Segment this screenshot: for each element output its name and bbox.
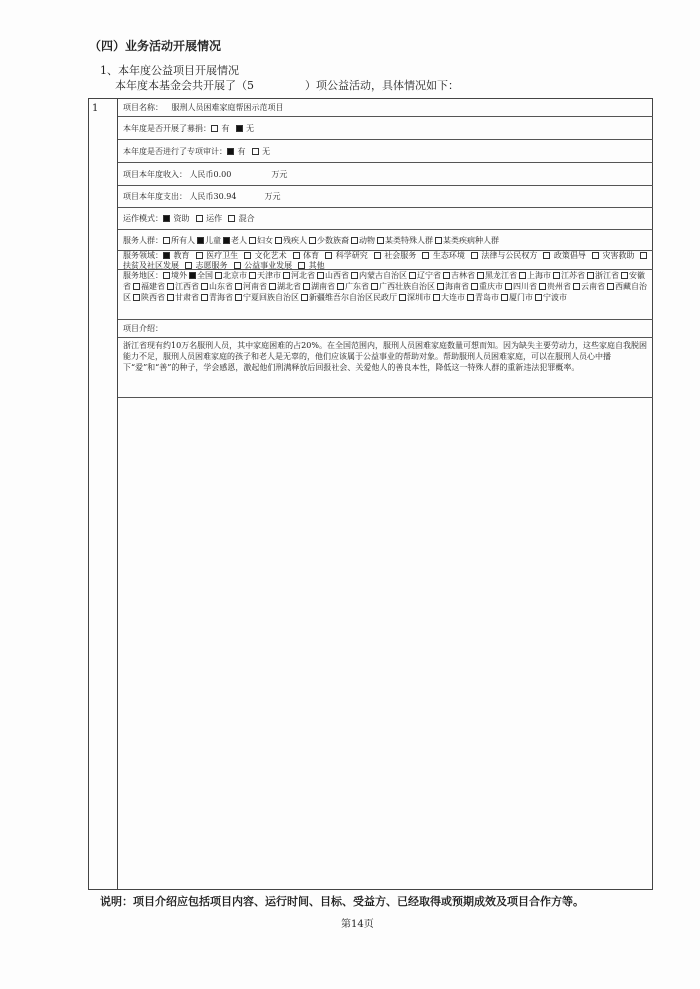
option-item — [234, 261, 293, 270]
option-item — [236, 124, 255, 133]
option-label: 某类疾病种人群 — [443, 236, 499, 245]
income-row — [118, 163, 653, 186]
checkbox-unchecked[interactable] — [293, 252, 300, 259]
option-item — [185, 261, 228, 270]
target-options — [163, 236, 501, 245]
mode-label: 运作模式： — [123, 214, 163, 223]
option-label: 海南省 — [445, 282, 469, 291]
checkbox-unchecked[interactable] — [249, 237, 256, 244]
option-label: 某类特殊人群 — [385, 236, 433, 245]
option-label: 运作 — [203, 214, 223, 223]
option-label: 安徽省 — [123, 271, 645, 291]
income-label: 项目本年度收入： — [123, 170, 187, 179]
checkbox-unchecked[interactable] — [252, 148, 259, 155]
option-item — [298, 261, 325, 270]
option-item — [167, 282, 199, 291]
checkbox-unchecked[interactable] — [228, 215, 235, 222]
audit-row — [118, 140, 653, 163]
option-label: 有 — [219, 124, 230, 133]
option-label: 公益事业发展 — [241, 260, 293, 270]
option-label: 法律与公民权方 — [478, 251, 538, 260]
checkbox-unchecked[interactable] — [433, 294, 440, 301]
checkbox-unchecked[interactable] — [298, 262, 305, 269]
checkbox-unchecked[interactable] — [196, 252, 203, 259]
checkbox-unchecked[interactable] — [377, 237, 384, 244]
option-label: 全国 — [197, 271, 213, 280]
option-item — [371, 282, 435, 291]
summary-before: 本年度本基金会共开展了（ — [115, 79, 247, 92]
checkbox-unchecked[interactable] — [167, 294, 174, 301]
option-label: 有 — [235, 147, 246, 156]
option-label: 江西省 — [175, 282, 199, 291]
checkbox-unchecked[interactable] — [133, 294, 140, 301]
option-item — [443, 271, 475, 280]
checkbox-unchecked[interactable] — [163, 272, 170, 279]
summary-after: ）项公益活动，具体情况如下： — [305, 79, 459, 92]
option-label: 无 — [243, 124, 255, 133]
option-label: 少数族裔 — [317, 236, 349, 245]
checkbox-unchecked[interactable] — [196, 215, 203, 222]
option-label: 资助 — [171, 214, 190, 223]
option-item — [201, 282, 233, 291]
section-title: （四）业务活动开展情况 — [89, 39, 222, 53]
option-item — [399, 293, 431, 302]
option-item — [422, 251, 465, 260]
checkbox-unchecked[interactable] — [269, 283, 276, 290]
option-label: 妇女 — [257, 236, 273, 245]
option-label: 老人 — [231, 236, 247, 245]
option-label: 山西省 — [325, 271, 349, 280]
field-label: 服务领域： — [123, 251, 163, 260]
option-label: 湖北省 — [277, 282, 301, 291]
option-label: 湖南省 — [311, 282, 335, 291]
option-label: 志愿服务 — [193, 260, 228, 270]
option-label: 科学研究 — [333, 251, 368, 260]
mode-row — [118, 208, 653, 230]
option-label: 北京市 — [223, 271, 247, 280]
target-row — [118, 230, 653, 251]
option-item — [163, 214, 190, 223]
option-item — [163, 271, 187, 280]
checkbox-unchecked[interactable] — [477, 272, 484, 279]
option-label: 山东省 — [209, 282, 233, 291]
option-label: 青海省 — [209, 293, 233, 302]
option-item — [309, 236, 349, 245]
intro-label-row — [118, 320, 653, 338]
checkbox-unchecked[interactable] — [215, 272, 222, 279]
project-name-row — [118, 98, 653, 117]
option-item — [409, 271, 441, 280]
checkbox-checked[interactable] — [223, 237, 230, 244]
option-label: 深圳市 — [407, 293, 431, 302]
option-item — [317, 271, 349, 280]
fundraise-row — [118, 117, 653, 140]
option-label: 广东省 — [345, 282, 369, 291]
checkbox-unchecked[interactable] — [553, 272, 560, 279]
audit-options — [227, 147, 276, 156]
intro-text[interactable]: 浙江省现有约10万名服刑人员，其中家庭困难的占20%。在全国范围内，服刑人员困难家庭数量可想而知。因为缺失主要劳动力，这些家庭自我脱困能力不足，服刑人员困难家庭的孩子和老人是无辜的，他们应该属于公益事业的帮助对象。帮助服刑人员困难家庭，可以在服刑人员心中播下“爱”和“善”的种子，学会感恩，激起他们刑满释放后回报社会、关爱他人的善良本性，降低这一特殊人群的重新违法犯罪概率。 — [123, 341, 647, 372]
checkbox-unchecked[interactable] — [309, 237, 316, 244]
checkbox-unchecked[interactable] — [471, 252, 478, 259]
option-label: 天津市 — [257, 271, 281, 280]
option-item — [351, 236, 375, 245]
field-row — [118, 251, 653, 270]
option-label: 医疗卫生 — [203, 251, 239, 260]
option-item — [133, 282, 165, 291]
intro-label: 项目介绍： — [123, 324, 163, 333]
checkbox-unchecked[interactable] — [437, 283, 444, 290]
expense-unit: 万元 — [264, 192, 281, 201]
checkbox-unchecked[interactable] — [211, 125, 218, 132]
checkbox-unchecked[interactable] — [244, 252, 251, 259]
option-item — [553, 271, 585, 280]
summary-line — [115, 77, 459, 93]
option-label: 其他 — [306, 260, 325, 270]
expense-label: 项目本年度支出： — [123, 192, 187, 201]
option-item — [197, 236, 221, 245]
checkbox-unchecked[interactable] — [234, 262, 241, 269]
checkbox-checked[interactable] — [197, 237, 204, 244]
option-label: 扶贫及社区发展 — [123, 260, 179, 270]
checkbox-unchecked[interactable] — [283, 272, 290, 279]
option-item — [227, 147, 246, 156]
mode-options — [163, 214, 261, 223]
checkbox-unchecked[interactable] — [640, 252, 647, 259]
checkbox-unchecked[interactable] — [185, 262, 192, 269]
option-label: 陕西省 — [141, 293, 165, 302]
fundraise-label: 本年度是否开展了募捐： — [123, 124, 211, 133]
region-options — [123, 271, 647, 302]
checkbox-unchecked[interactable] — [337, 283, 344, 290]
option-label: 文化艺术 — [252, 251, 287, 260]
option-item — [433, 293, 465, 302]
page-number: 第14页 — [341, 919, 374, 930]
checkbox-unchecked[interactable] — [543, 252, 550, 259]
option-item — [301, 293, 397, 302]
option-label: 混合 — [236, 214, 255, 223]
checkbox-unchecked[interactable] — [201, 294, 208, 301]
checkbox-unchecked[interactable] — [587, 272, 594, 279]
option-label: 四川省 — [513, 282, 537, 291]
option-label: 青岛市 — [475, 293, 499, 302]
checkbox-unchecked[interactable] — [535, 294, 542, 301]
expense-row — [118, 186, 653, 208]
checkbox-unchecked[interactable] — [467, 294, 474, 301]
checkbox-unchecked[interactable] — [443, 272, 450, 279]
checkbox-unchecked[interactable] — [371, 283, 378, 290]
project-index: 1 — [92, 103, 99, 114]
checkbox-unchecked[interactable] — [249, 272, 256, 279]
subsection-title: 1、本年度公益项目开展情况 — [100, 64, 239, 77]
option-label: 福建省 — [141, 282, 165, 291]
option-label: 体育 — [300, 251, 320, 260]
checkbox-unchecked[interactable] — [235, 294, 242, 301]
option-item — [293, 251, 320, 260]
option-label: 境外 — [171, 271, 187, 280]
option-label: 儿童 — [205, 236, 221, 245]
checkbox-unchecked[interactable] — [501, 294, 508, 301]
option-item — [377, 236, 433, 245]
option-item — [477, 271, 517, 280]
option-label: 江苏省 — [561, 271, 585, 280]
option-label: 残疾人 — [283, 236, 307, 245]
option-item — [303, 282, 335, 291]
option-item — [275, 236, 307, 245]
checkbox-unchecked[interactable] — [435, 237, 442, 244]
option-label: 贵州省 — [547, 282, 571, 291]
project-name-value[interactable]: 服刑人员困难家庭帮困示范项目 — [171, 103, 284, 112]
income-value[interactable]: 人民币0.00 — [189, 170, 232, 179]
option-item — [374, 251, 417, 260]
option-label: 所有人 — [171, 236, 195, 245]
option-label: 社会服务 — [381, 251, 417, 260]
option-item — [539, 282, 571, 291]
checkbox-unchecked[interactable] — [471, 283, 478, 290]
option-item — [163, 251, 190, 260]
option-item — [535, 293, 567, 302]
option-label: 内蒙古自治区 — [359, 271, 407, 280]
option-item — [223, 236, 247, 245]
option-item — [471, 282, 503, 291]
activity-count: 5 — [247, 79, 254, 92]
option-item — [269, 282, 301, 291]
option-item — [573, 282, 605, 291]
option-label: 生态环境 — [430, 251, 465, 260]
option-label: 厦门市 — [509, 293, 533, 302]
audit-label: 本年度是否进行了专项审计： — [123, 147, 227, 156]
option-item — [471, 251, 538, 260]
option-item — [196, 214, 223, 223]
option-label: 河南省 — [243, 282, 267, 291]
checkbox-unchecked[interactable] — [163, 237, 170, 244]
option-item — [337, 282, 369, 291]
fundraise-options — [211, 124, 260, 133]
option-label: 宁波市 — [543, 293, 567, 302]
checkbox-unchecked[interactable] — [351, 272, 358, 279]
index-column — [88, 98, 118, 890]
option-item — [543, 251, 586, 260]
option-label: 政策倡导 — [551, 251, 586, 260]
option-item — [235, 282, 267, 291]
option-item — [163, 236, 195, 245]
checkbox-unchecked[interactable] — [201, 283, 208, 290]
checkbox-unchecked[interactable] — [351, 237, 358, 244]
checkbox-unchecked[interactable] — [539, 283, 546, 290]
option-item — [167, 293, 199, 302]
option-label: 云南省 — [581, 282, 605, 291]
option-item — [196, 251, 239, 260]
option-item — [211, 124, 230, 133]
option-label: 无 — [259, 147, 271, 156]
option-label: 广西壮族自治区 — [379, 282, 435, 291]
region-row — [118, 270, 653, 320]
option-item — [467, 293, 499, 302]
option-item — [249, 236, 273, 245]
checkbox-unchecked[interactable] — [409, 272, 416, 279]
option-item — [587, 271, 619, 280]
checkbox-unchecked[interactable] — [592, 252, 599, 259]
checkbox-unchecked[interactable] — [167, 283, 174, 290]
option-item — [249, 271, 281, 280]
checkbox-checked[interactable] — [163, 252, 170, 259]
checkbox-unchecked[interactable] — [133, 283, 140, 290]
option-item — [435, 236, 499, 245]
option-item — [283, 271, 315, 280]
checkbox-checked[interactable] — [163, 215, 170, 222]
option-label: 动物 — [359, 236, 375, 245]
option-item — [437, 282, 469, 291]
option-label: 新疆维吾尔自治区民政厅 — [309, 293, 397, 302]
checkbox-unchecked[interactable] — [519, 272, 526, 279]
option-item — [189, 271, 213, 280]
option-label: 教育 — [171, 251, 190, 260]
checkbox-unchecked[interactable] — [422, 252, 429, 259]
expense-value[interactable]: 人民币30.94 — [189, 192, 237, 201]
option-label: 上海市 — [527, 271, 551, 280]
checkbox-unchecked[interactable] — [301, 294, 308, 301]
option-item — [228, 214, 255, 223]
checkbox-checked[interactable] — [227, 148, 234, 155]
income-unit: 万元 — [271, 170, 288, 179]
checkbox-unchecked[interactable] — [374, 252, 381, 259]
option-label: 重庆市 — [479, 282, 503, 291]
option-item — [235, 293, 299, 302]
option-label: 辽宁省 — [417, 271, 441, 280]
option-item — [133, 293, 165, 302]
checkbox-unchecked[interactable] — [607, 283, 614, 290]
checkbox-unchecked[interactable] — [505, 283, 512, 290]
checkbox-unchecked[interactable] — [325, 252, 332, 259]
checkbox-unchecked[interactable] — [275, 237, 282, 244]
option-label: 黑龙江省 — [485, 271, 517, 280]
project-name-label: 项目名称： — [123, 103, 163, 112]
option-label: 吉林省 — [451, 271, 475, 280]
option-label: 灾害救助 — [599, 251, 635, 260]
footnote: 说明：项目介绍应包括项目内容、运行时间、目标、受益方、已经取得或预期成效及项目合作方等。 — [100, 895, 584, 908]
field-options — [123, 251, 648, 270]
option-label: 西藏自治区 — [123, 282, 647, 302]
checkbox-unchecked[interactable] — [621, 272, 628, 279]
option-item — [201, 293, 233, 302]
option-label: 浙江省 — [595, 271, 619, 280]
option-item — [351, 271, 407, 280]
option-item — [592, 251, 635, 260]
option-item — [325, 251, 368, 260]
checkbox-unchecked[interactable] — [235, 283, 242, 290]
checkbox-checked[interactable] — [189, 272, 196, 279]
option-item — [215, 271, 247, 280]
intro-text-row — [118, 338, 653, 398]
checkbox-unchecked[interactable] — [303, 283, 310, 290]
option-item — [244, 251, 287, 260]
option-item — [519, 271, 551, 280]
target-label: 服务人群： — [123, 236, 163, 245]
option-item — [505, 282, 537, 291]
option-label: 河北省 — [291, 271, 315, 280]
checkbox-unchecked[interactable] — [317, 272, 324, 279]
option-item — [501, 293, 533, 302]
checkbox-unchecked[interactable] — [399, 294, 406, 301]
option-label: 甘肃省 — [175, 293, 199, 302]
option-label: 宁夏回族自治区 — [243, 293, 299, 302]
option-label: 大连市 — [441, 293, 465, 302]
region-label: 服务地区： — [123, 271, 163, 280]
checkbox-unchecked[interactable] — [573, 283, 580, 290]
option-item — [252, 147, 271, 156]
checkbox-checked[interactable] — [236, 125, 243, 132]
